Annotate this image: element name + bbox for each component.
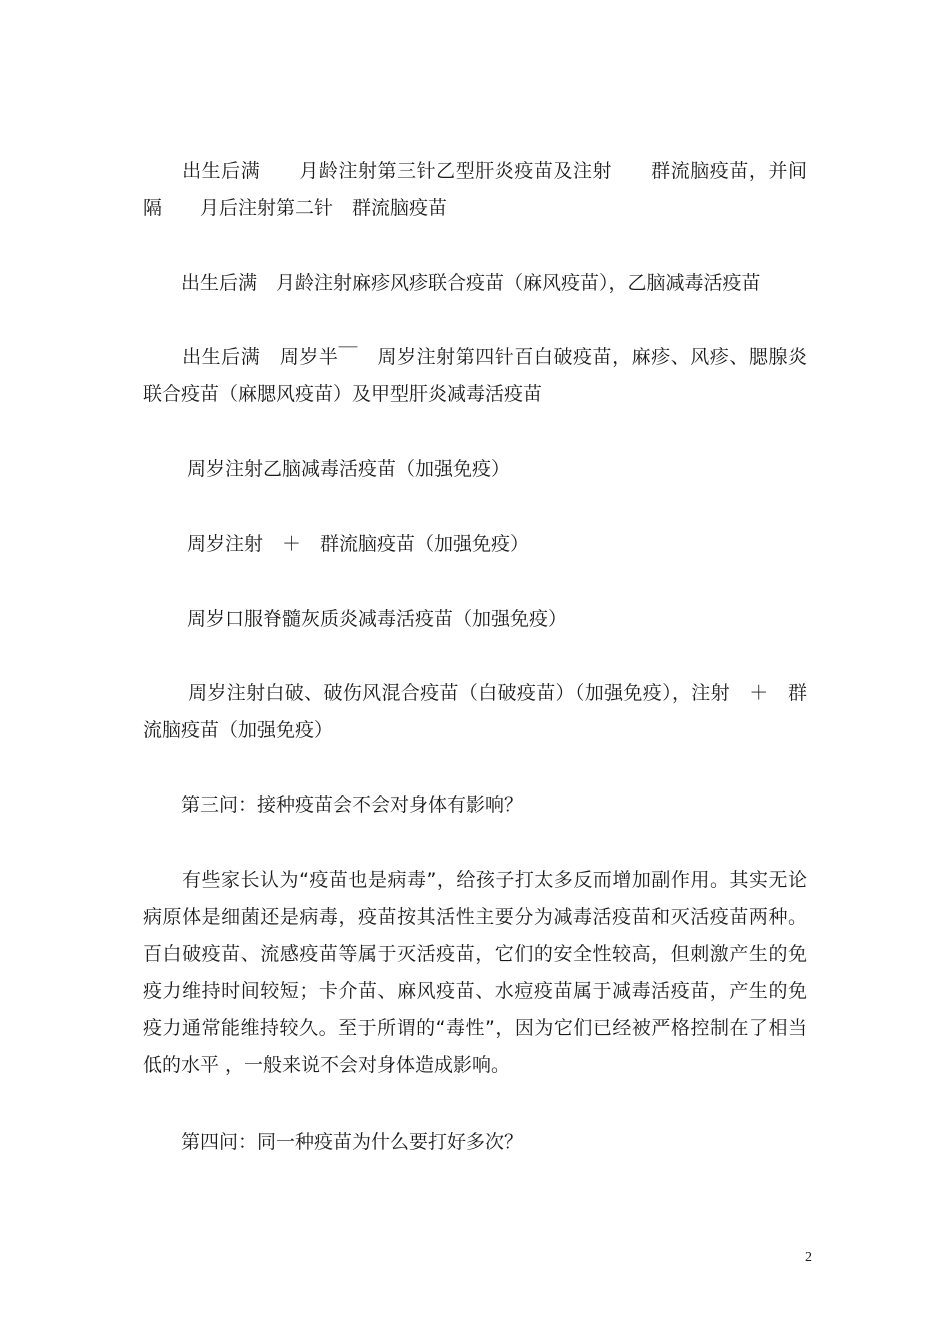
paragraph-polio-booster: 周岁口服脊髓灰质炎减毒活疫苗（加强免疫） [143,608,568,630]
paragraph-meningococcal-booster: 周岁注射 ＋ 群流脑疫苗（加强免疫） [143,533,530,555]
paragraph-dt-booster: 周岁注射白破、破伤风混合疫苗（白破疫苗）（加强免疫），注射 ＋ 群流脑疫苗（加强免疫） [143,682,807,741]
question-four-heading: 第四问：同一种疫苗为什么要打好多次？ [143,1131,524,1153]
paragraph-hepb-meningococcal: 出生后满 月龄注射第三针乙型肝炎疫苗及注射 群流脑疫苗，并间隔 月后注射第二针 群流脑疫苗 [143,160,807,219]
page-number: 2 [805,1250,812,1265]
paragraph-measles-rubella: 出生后满 月龄注射麻疹风疹联合疫苗（麻风疫苗），乙脑减毒活疫苗 [143,272,761,294]
paragraph-je-booster: 周岁注射乙脑减毒活疫苗（加强免疫） [143,458,511,480]
paragraph-dtp-mmr: 出生后满 周岁半￣ 周岁注射第四针百白破疫苗，麻疹、风疹、腮腺炎联合疫苗（麻腮风疫苗）及甲型肝炎减毒活疫苗 [143,346,807,405]
paragraph-vaccine-safety: 有些家长认为“疫苗也是病毒”，给孩子打太多反而增加副作用。其实无论病原体是细菌还是病毒，疫苗按其活性主要分为减毒活疫苗和灭活疫苗两种。百白破疫苗、流感疫苗等属于灭活疫苗，它们的安全性较高，但刺激产生的免疫力维持时间较短；卡介苗、麻风疫苗、水痘疫苗属于减毒活疫苗，产生的免疫力通常能维持较久。至于所谓的“毒性”，因为它们已经被严格控制在了相当低的水平 ，一般来说不会对身体造成影响。 [143,869,807,1076]
question-three-heading: 第三问：接种疫苗会不会对身体有影响？ [143,794,524,816]
